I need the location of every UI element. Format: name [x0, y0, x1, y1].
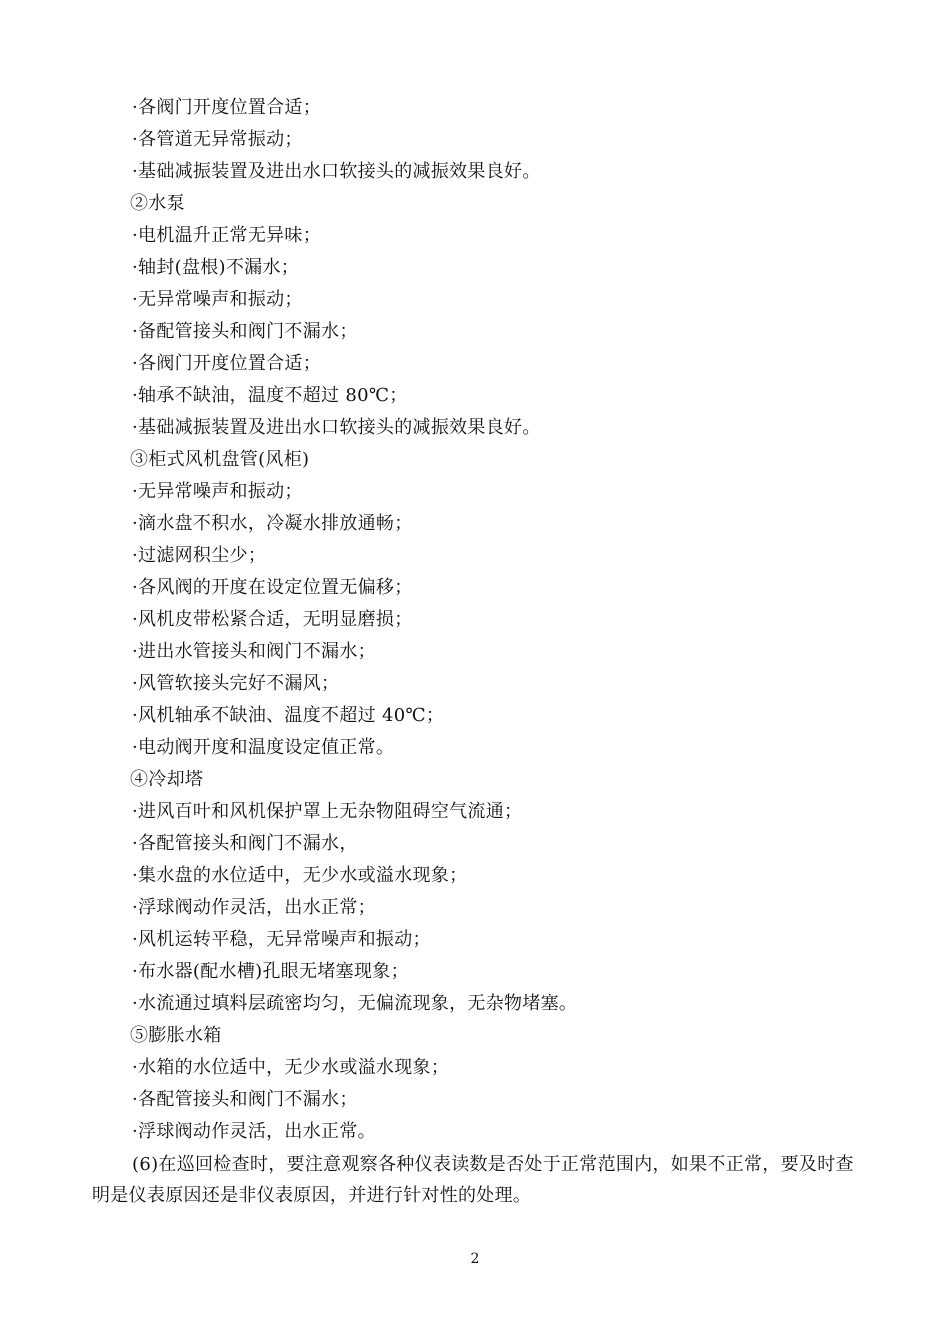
bullet-item: ·水箱的水位适中，无少水或溢水现象；	[132, 1057, 450, 1078]
bullet-item: ·风机轴承不缺油、温度不超过 40℃；	[132, 705, 445, 726]
bullet-item: ·各管道无异常振动；	[132, 129, 303, 150]
bullet-item: ·备配管接头和阀门不漏水；	[132, 321, 358, 342]
bullet-item: ·进风百叶和风机保护罩上无杂物阻碍空气流通；	[132, 801, 523, 822]
bullet-item: ·电机温升正常无异味；	[132, 225, 322, 246]
bullet-item: ·风机皮带松紧合适，无明显磨损；	[132, 609, 413, 630]
bullet-item: ·布水器(配水槽)孔眼无堵塞现象；	[132, 961, 409, 982]
bullet-item: ·无异常噪声和振动；	[132, 481, 303, 502]
bullet-item: ·进出水管接头和阀门不漏水；	[132, 641, 376, 662]
section-heading-fan-coil: ③柜式风机盘管(风柜)	[130, 449, 310, 470]
bullet-item: ·电动阀开度和温度设定值正常。	[132, 737, 395, 758]
bullet-item: ·各配管接头和阀门不漏水；	[132, 1089, 358, 1110]
page-number: 2	[470, 1251, 480, 1267]
bullet-item: ·轴承不缺油，温度不超过 80℃；	[132, 385, 408, 406]
section-heading-expansion-tank: ⑤膨胀水箱	[130, 1025, 222, 1046]
bullet-item: ·浮球阀动作灵活，出水正常。	[132, 1121, 376, 1142]
bullet-item: ·各风阀的开度在设定位置无偏移；	[132, 577, 413, 598]
bullet-item: ·水流通过填料层疏密均匀，无偏流现象，无杂物堵塞。	[132, 993, 578, 1014]
bullet-item: ·集水盘的水位适中，无少水或溢水现象；	[132, 865, 468, 886]
bullet-item: ·无异常噪声和振动；	[132, 289, 303, 310]
bullet-item: ·滴水盘不积水，冷凝水排放通畅；	[132, 513, 413, 534]
bullet-item: ·过滤网积尘少；	[132, 545, 267, 566]
bullet-item: ·风机运转平稳，无异常噪声和振动；	[132, 929, 431, 950]
section-heading-pump: ②水泵	[130, 193, 185, 214]
body-paragraph: (6)在巡回检查时，要注意观察各种仪表读数是否处于正常范围内，如果不正常，要及时查明是仪表原因还是非仪表原因，并进行针对性的处理。	[92, 1154, 854, 1206]
bullet-item: ·各配管接头和阀门不漏水，	[132, 833, 358, 854]
bullet-item: ·基础减振装置及进出水口软接头的减振效果良好。	[132, 161, 541, 182]
bullet-item: ·各阀门开度位置合适；	[132, 97, 322, 118]
bullet-item: ·轴封(盘根)不漏水；	[132, 257, 300, 278]
bullet-item: ·各阀门开度位置合适；	[132, 353, 322, 374]
bullet-item: ·浮球阀动作灵活，出水正常；	[132, 897, 376, 918]
section-heading-cooling-tower: ④冷却塔	[130, 769, 204, 790]
bullet-item: ·风管软接头完好不漏风；	[132, 673, 340, 694]
bullet-item: ·基础减振装置及进出水口软接头的减振效果良好。	[132, 417, 541, 438]
